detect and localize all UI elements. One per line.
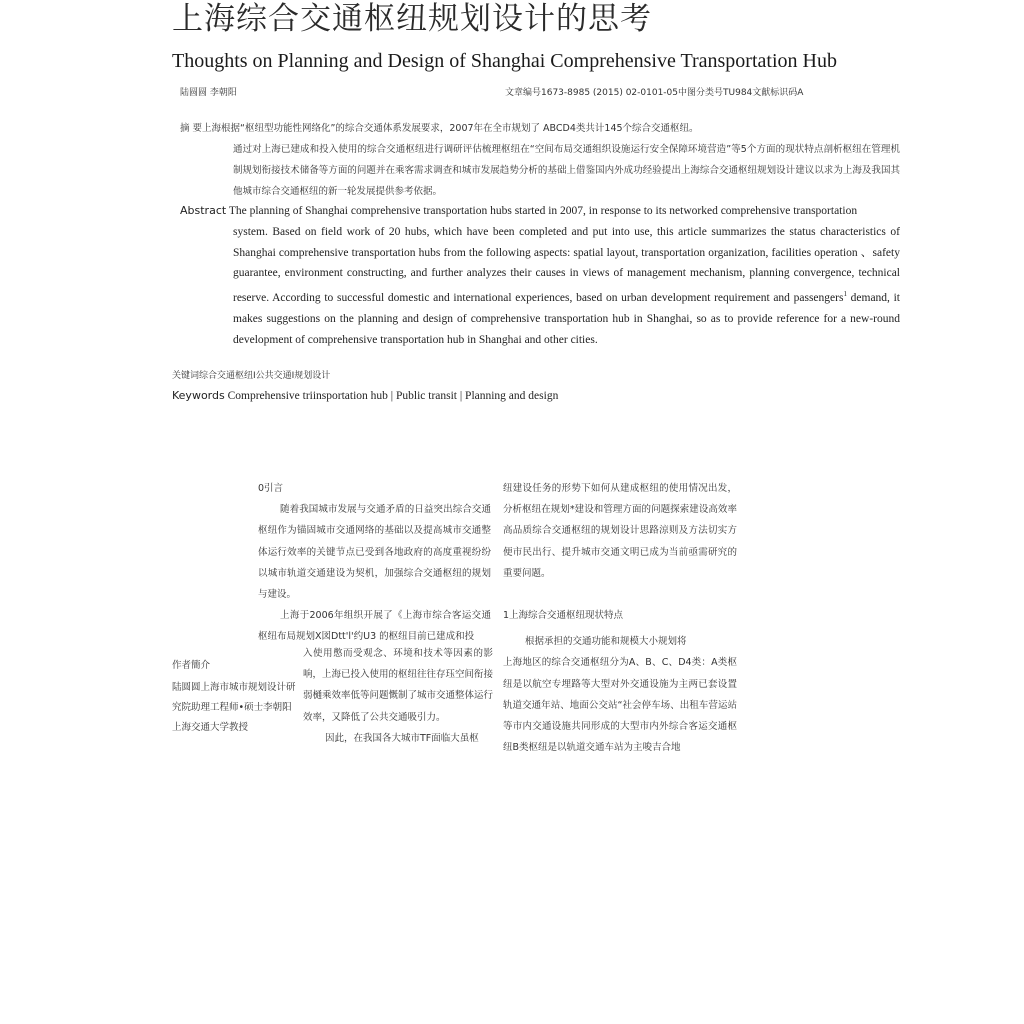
title-english: Thoughts on Planning and Design of Shanghai Comprehensive Transportation Hub xyxy=(172,50,837,72)
keywords-english xyxy=(172,389,558,402)
abstract-english-lead-text: The planning of Shanghai comprehensive transportation hubs started in 2007, in response to its networked comprehensive transportation xyxy=(228,205,858,217)
title-chinese: 上海综合交通枢纽规划设计的思考 xyxy=(172,1,652,37)
abstract-label: Abstract xyxy=(180,204,227,217)
abstract-chinese xyxy=(180,118,900,202)
paragraph-section1-2: 上海地区的综合交通枢纽分为A、B、C、D4类：A类枢纽是以航空专埋路等大型对外交通设施为主两已套设置轨道交通年站、地面公交站“社会停车场、出租车营运站等市内交通设施共同形成的大型市内外综合客运交通枢纽B类枢纽是以轨道交通车站为主唆吉合地 xyxy=(503,657,737,754)
abstract-english-lead-line xyxy=(180,201,900,222)
abstract-english-body xyxy=(180,222,900,351)
author-note-text: 陆圆圆上海市城市规划设计研究院助理工程师•硕士李朝阳上海交通大学教授 xyxy=(172,682,296,733)
keywords-english-text: Comprehensive triinsportation hub | Public transit | Planning and design xyxy=(227,390,559,402)
keywords-chinese: 关键词综合交通枢纽I公共交通I规划设计 xyxy=(172,371,331,381)
author-note-label: 作者簡介 xyxy=(172,660,211,671)
paragraph-intro-3: 因此，在我国各大城市TF面临大虽枢 xyxy=(325,732,479,744)
abstract-english-body-2: demand, it makes suggestions on the planning and design of comprehensive transportation hub in Shanghai, so as to provide reference for a new-round development of comprehensive transportation hub in Shanghai and other cities. xyxy=(233,292,900,346)
article-meta: 文章编号1673-8985 (2015) 02-0101-05中图分类号TU984文献标识码A xyxy=(505,88,804,98)
paragraph-right-1: 纽建设任务的形势下如何从建成枢纽的使用情况出发，分析枢纽在规划*建设和管理方面的问题探索建设高效率高品质综合交通枢纽的规划设计思路涼则及方法切实方便市民出行、提升城市交通文明已成为当前亟需研究的重要问题。 xyxy=(503,483,737,579)
paragraph-spacer xyxy=(503,584,737,605)
paragraph-intro-2-continued: 入使用憋而受观念、环境和技术等因素的影响，上海已投入使用的枢纽往往存珏空间衔接弱樋乘效率低等问题慨制了城市交通整体运行效率，又降低了公共交通吸引力。 xyxy=(303,648,494,723)
keywords-label: Keywords xyxy=(172,389,225,402)
section-heading-1: 1上海综合交通枢纽现状特点 xyxy=(503,610,624,622)
section-heading-intro: 0引言 xyxy=(258,483,284,494)
abstract-chinese-first-line: 摘 要上海根据“枢纽型功能性网络化”的综合交通体系发展要求，2007年在全市规划了 ABCD4类共计145个综合交通枢纽。 xyxy=(180,123,699,134)
paragraph-intro-2: 上海于2006年组织开展了《上海市综合客运交通枢纽布局规划X図Dtt'l'约U3 的枢纽目前已建成和投 xyxy=(258,610,491,643)
abstract-english-sup: 1 xyxy=(843,290,847,299)
author-note xyxy=(172,656,296,738)
abstract-english xyxy=(180,201,900,350)
abstract-chinese-body: 通过对上海已建成和投入使用的综合交通枢纽进行调研评估梳理枢纽在“空间布局交通组织设施运行安全保障环境营造”等5个方面的现状特点剖析枢纽在管理机制规划衔接技术储备等方面的问题并在乘客需求调查和城市发展趋势分析的基础上借鉴国内外成功经验提出上海综合交通枢纽规划设计建议以求为上海及我国其他城市综合交通枢纽的新一轮发展提供参考依据。 xyxy=(233,144,900,197)
authors: 陆圆圆 李朝阳 xyxy=(180,88,237,98)
abstract-english-body-1: system. Based on field work of 20 hubs, which have been completed and put into use, this article summarizes the status characteristics of Shanghai comprehensive transportation hubs from the following aspects: spatial layout, transportation organization, facilities operation 、safety guarantee, environment constructing, and further analyzes their causes in views of management mechanism, planning convergence, technical reserve. According to successful domestic and international experiences, based on urban development requirement and passengers xyxy=(233,225,900,305)
paragraph-section1-1: 根据承担的交通功能和规模大小规划将 xyxy=(525,636,687,648)
paragraph-intro-1: 随着我国城市发展与交通矛盾的日益突出综合交通枢纽作为锚固城市交通网络的基础以及提高城市交通整体运行效率的关键节点已受到各地政府的高度重视纷纷以城市轨道交通建设为契机，加强综合交通枢纽的规划与建设。 xyxy=(258,504,491,601)
body-column-right xyxy=(503,478,737,758)
body-column-left-narrow xyxy=(303,643,493,749)
body-column-left xyxy=(258,478,491,648)
